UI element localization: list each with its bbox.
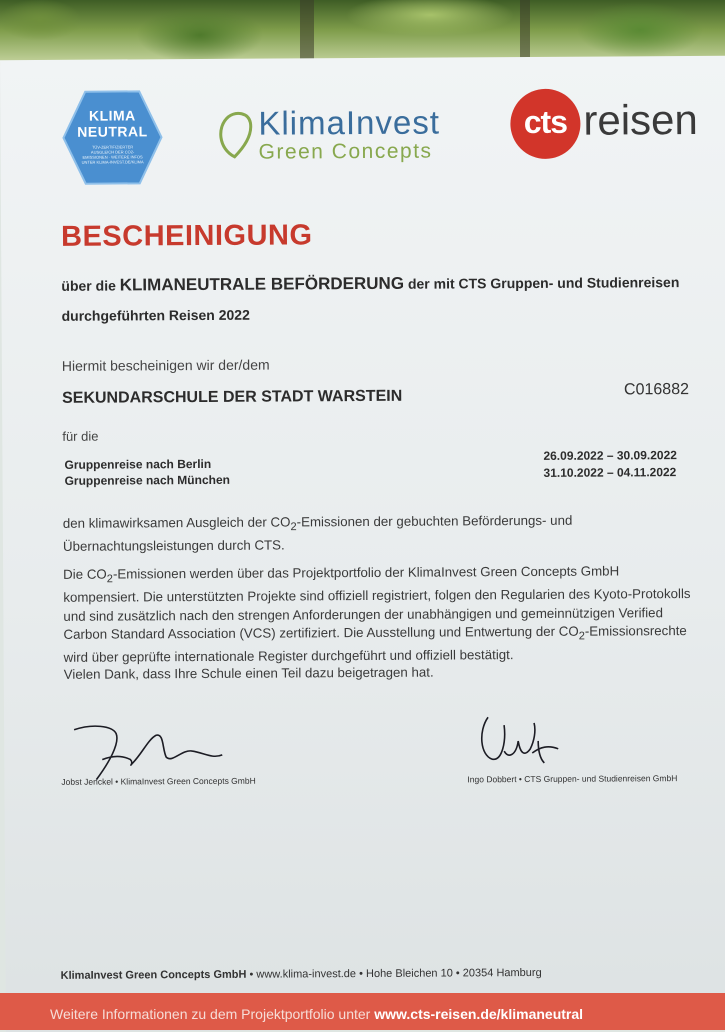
subject-post: der mit CTS Gruppen- und Studienreisen (403, 274, 680, 292)
footer-address: KlimaInvest Green Concepts GmbH • www.klima-invest.de • Hohe Bleichen 10 • 20354 Hamburg (60, 966, 542, 982)
cts-reisen-logo (510, 88, 698, 161)
klima-neutral-small-text: TÜV-ZERTIFIZIERTER AUSGLEICH DER CO2-EMISSIONEN · WEITERE INFOS UNTER KLIMA-INVEST.DE/KLIMA (81, 144, 144, 165)
info-link[interactable]: www.cts-reisen.de/klimaneutral (374, 1006, 584, 1022)
klima-neutral-line2: NEUTRAL (77, 123, 148, 140)
thanks-text: Vielen Dank, dass Ihre Schule einen Teil dazu beigetragen hat. (63, 664, 434, 682)
school-name: SEKUNDARSCHULE DER STADT WARSTEIN (62, 387, 403, 407)
subject-pre: über die (61, 277, 120, 294)
subject-line-2: durchgeführten Reisen 2022 (61, 306, 250, 324)
compensation-paragraph: den klimawirksamen Ausgleich der $CO_2$-Emissionen der gebuchten Beförderungs- und Übernachtungsleistungen durch CTS. (62, 512, 573, 554)
signature-right-caption: Ingo Dobbert • CTS Gruppen- und Studienreisen GmbH (467, 773, 678, 785)
cts-circle: cts (510, 89, 580, 159)
certificate-paper (0, 56, 725, 1032)
fuer-label: für die (62, 428, 99, 444)
klima-neutral-line1: KLIMA (88, 107, 136, 124)
trip-dates: 31.10.2022 – 04.11.2022 (543, 465, 677, 480)
trip-name: Gruppenreise nach München (64, 472, 230, 488)
trip-name: Gruppenreise nach Berlin (64, 456, 212, 472)
klima-neutral-logo (61, 87, 164, 188)
certificate-code: C016882 (623, 381, 690, 399)
intro-text: Hiermit bescheinigen wir der/dem (61, 356, 270, 374)
cts-reisen-word: reisen (583, 95, 698, 144)
subject-main: KLIMANEUTRALE BEFÖRDERUNG (119, 273, 405, 295)
portfolio-paragraph: Die $CO_2$-Emissionen werden über das Projektportfolio der KlimaInvest Green Concepts GmbH kompensiert. Die unterstützten Projekte sind offiziell registriert, folgen den Regularien des Kyoto-Protokolls und sind zusätzlich nach den strengen Anforderungen der unabhängigen und gemeinnützigen Verified Carbon Standard Association (VCS) zertifiziert. Die Ausstellung und Entwertung der $CO_2$-Emissionsrechte wird über geprüfte internationale Register durchgeführt und offiziell bestätigt. (63, 563, 691, 666)
klimainvest-logo (214, 103, 474, 163)
klimainvest-subtitle: Green Concepts (258, 139, 433, 164)
trip-dates: 26.09.2022 – 30.09.2022 (543, 448, 677, 463)
footer-bar-text: Weitere Informationen zu dem Projektportfolio unter www.cts-reisen.de/klimaneutral (50, 1006, 584, 1022)
signature-left-caption: Jobst Jenckel • KlimaInvest Green Concepts GmbH (61, 775, 256, 787)
page-title: BESCHEINIGUNG (60, 219, 313, 253)
leaf-icon (214, 109, 254, 161)
tree-trunk (300, 0, 314, 66)
signature-right-icon (474, 711, 564, 774)
klimainvest-name: KlimaInvest (258, 103, 441, 142)
subject-line (61, 272, 679, 296)
